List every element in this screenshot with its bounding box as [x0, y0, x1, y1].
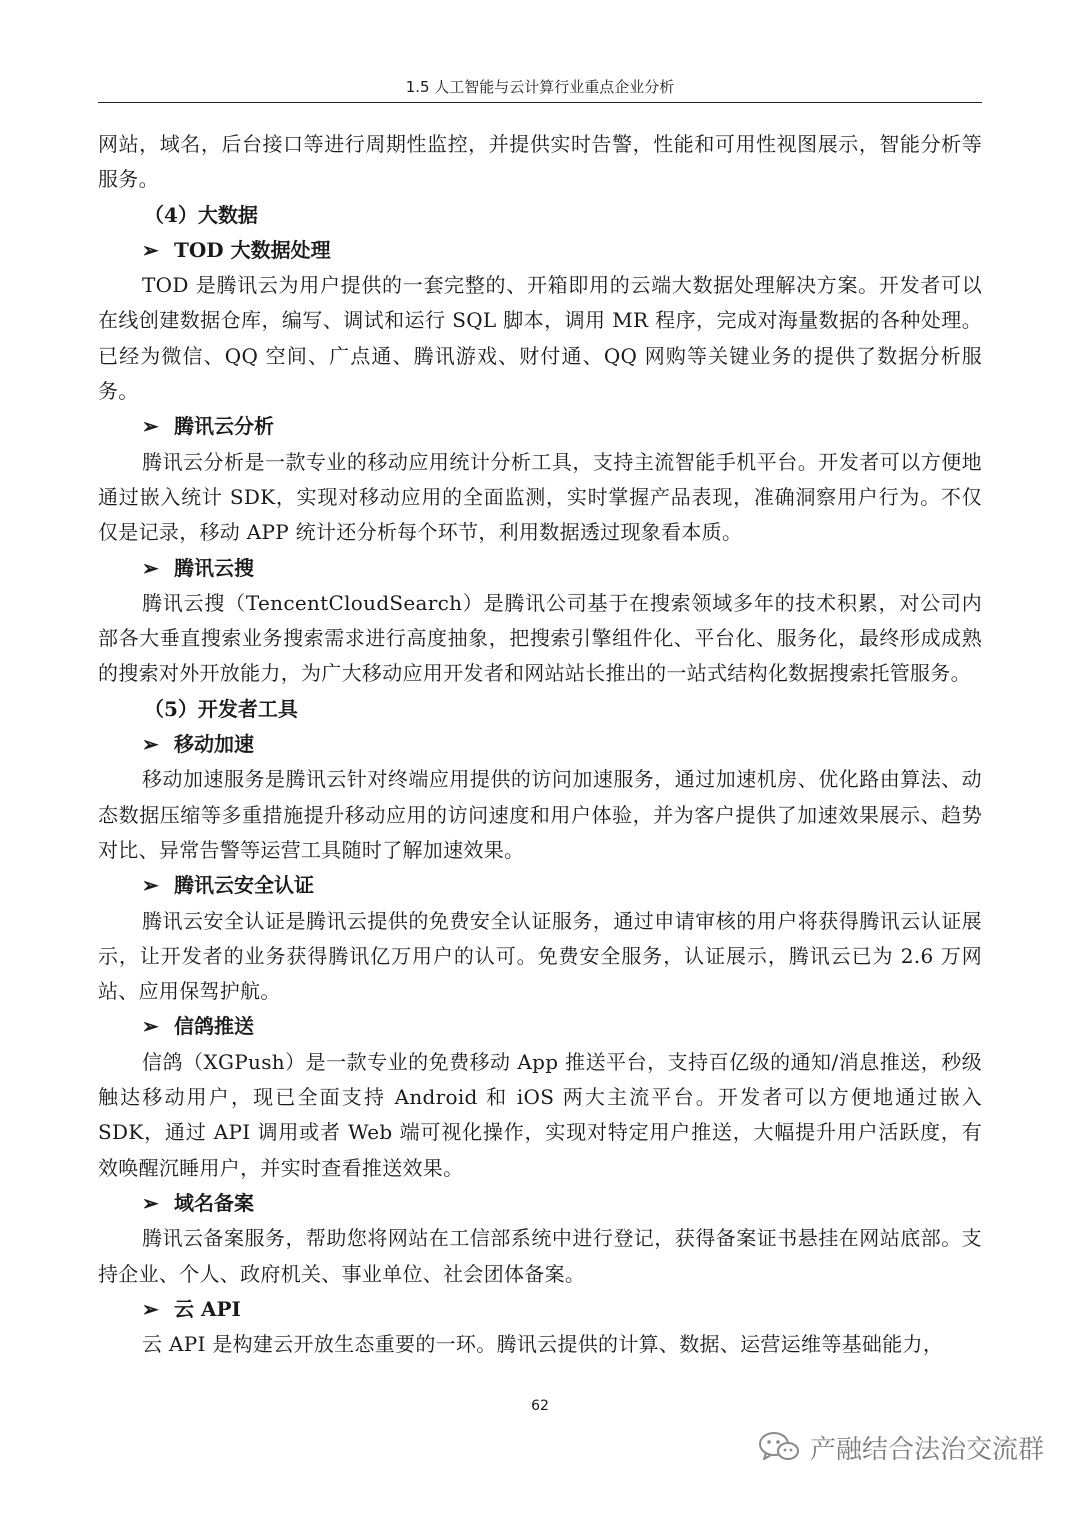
- arrow-bullet-icon: ➢: [142, 555, 159, 580]
- subheading-label: 腾讯云分析: [174, 414, 274, 439]
- subheading-cloud-api: [98, 1292, 982, 1327]
- arrow-bullet-icon: ➢: [142, 732, 159, 757]
- subheading-security-certification: [98, 868, 982, 903]
- subheading-tencent-cloud-analytics: [98, 409, 982, 444]
- paragraph-tencent-cloud-search: 腾讯云搜（TencentCloudSearch）是腾讯公司基于在搜索领域多年的技术积累，对公司内部各大垂直搜索业务搜索需求进行高度抽象，把搜索引擎组件化、平台化、服务化，最终形成成熟的搜索对外开放能力，为广大移动应用开发者和网站站长推出的一站式结构化数据搜索托管服务。: [98, 590, 982, 686]
- arrow-bullet-icon: ➢: [142, 873, 159, 898]
- subheading-label: 域名备案: [174, 1190, 254, 1215]
- paragraph-tencent-cloud-analytics: 腾讯云分析是一款专业的移动应用统计分析工具，支持主流智能手机平台。开发者可以方便地通过嵌入统计 SDK，实现对移动应用的全面监测，实时掌握产品表现，准确洞察用户行为。不仅仅是记录，移动 APP 统计还分析每个环节，利用数据透过现象看本质。: [98, 449, 982, 545]
- arrow-bullet-icon: ➢: [142, 414, 159, 439]
- watermark-text: 产融结合法治交流群: [809, 1434, 1044, 1465]
- subheading-tencent-cloud-search: [98, 551, 982, 586]
- paragraph-security-certification: 腾讯云安全认证是腾讯云提供的免费安全认证服务，通过申请审核的用户将获得腾讯云认证展示，让开发者的业务获得腾讯亿万用户的认可。免费安全服务，认证展示，腾讯云已为 2.6 万网站、应用保驾护航。: [98, 908, 982, 1004]
- section-heading-big-data: （4）大数据: [144, 202, 258, 227]
- subheading-label: 云 API: [174, 1296, 241, 1321]
- subheading-label: 信鸽推送: [174, 1014, 254, 1039]
- subheading-tod: [98, 233, 982, 268]
- paragraph-mobile-acceleration: 移动加速服务是腾讯云针对终端应用提供的访问加速服务，通过加速机房、优化路由算法、动态数据压缩等多重措施提升移动应用的访问速度和用户体验，并为客户提供了加速效果展示、趋势对比、异常告警等运营工具随时了解加速效果。: [98, 767, 982, 862]
- watermark: [758, 1427, 1044, 1467]
- paragraph-domain-filing: 腾讯云备案服务，帮助您将网站在工信部系统中进行登记，获得备案证书悬挂在网站底部。支持企业、个人、政府机关、事业单位、社会团体备案。: [98, 1226, 982, 1286]
- intro-paragraph: 网站，域名，后台接口等进行周期性监控，并提供实时告警，性能和可用性视图展示，智能分析等服务。: [98, 132, 982, 192]
- header-title: 1.5 人工智能与云计算行业重点企业分析: [405, 78, 675, 96]
- paragraph-tod: TOD 是腾讯云为用户提供的一套完整的、开箱即用的云端大数据处理解决方案。开发者可以在线创建数据仓库，编写、调试和运行 SQL 脚本，调用 MR 程序，完成对海量数据的各种处理。已经为微信、QQ 空间、广点通、腾讯游戏、财付通、QQ 网购等关键业务的提供了数据分析服务。: [98, 273, 982, 404]
- subheading-label: 腾讯云搜: [174, 555, 254, 580]
- subheading-label: 移动加速: [174, 732, 254, 757]
- document-body: [98, 127, 982, 1362]
- subheading-xg-push: [98, 1009, 982, 1044]
- subheading-label: TOD 大数据处理: [174, 237, 331, 262]
- arrow-bullet-icon: ➢: [142, 1190, 159, 1215]
- section-heading-developer-tools: （5）开发者工具: [144, 696, 298, 721]
- page-header: [98, 76, 982, 103]
- subheading-mobile-acceleration: [98, 727, 982, 762]
- subheading-domain-filing: [98, 1186, 982, 1221]
- arrow-bullet-icon: ➢: [142, 237, 159, 262]
- paragraph-cloud-api: 云 API 是构建云开放生态重要的一环。腾讯云提供的计算、数据、运营运维等基础能力，: [142, 1332, 944, 1357]
- wechat-icon: [758, 1430, 800, 1464]
- arrow-bullet-icon: ➢: [142, 1014, 159, 1039]
- arrow-bullet-icon: ➢: [142, 1296, 159, 1321]
- subheading-label: 腾讯云安全认证: [174, 873, 314, 898]
- page-number: 62: [531, 1398, 549, 1414]
- paragraph-xg-push: 信鸽（XGPush）是一款专业的免费移动 App 推送平台，支持百亿级的通知/消息推送，秒级触达移动用户，现已全面支持 Android 和 iOS 两大主流平台。开发者可以方便地通过嵌入 SDK，通过 API 调用或者 Web 端可视化操作，实现对特定用户推送，大幅提升用户活跃度，有效唤醒沉睡用户，并实时查看推送效果。: [98, 1049, 982, 1180]
